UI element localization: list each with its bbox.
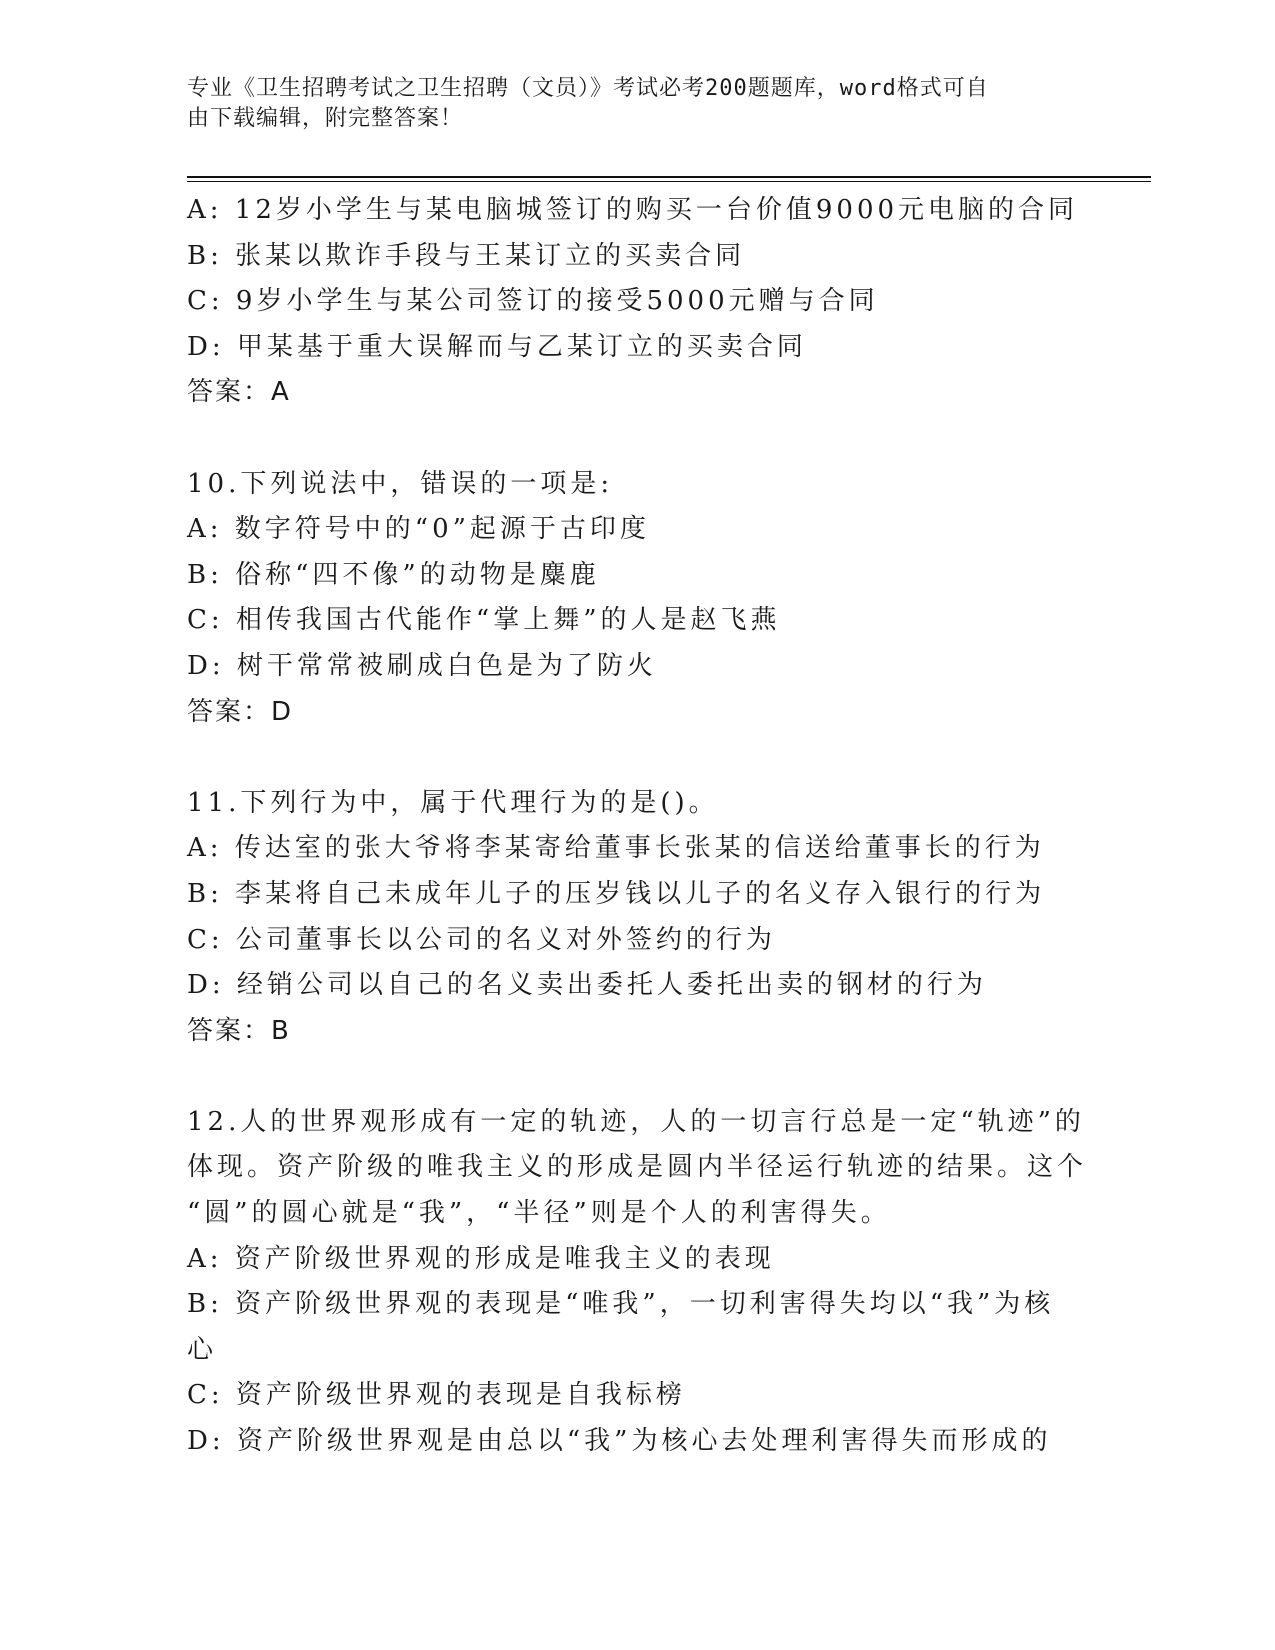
option-d: D: 甲某基于重大误解而与乙某订立的买卖合同	[187, 331, 807, 362]
header-line-1: 专业《卫生招聘考试之卫生招聘（文员）》考试必考200题题库，word格式可自	[187, 76, 989, 101]
option-b: B: 李某将自己未成年儿子的压岁钱以儿子的名义存入银行的行为	[187, 878, 1046, 909]
spacer	[187, 735, 1087, 781]
option-c: C: 9岁小学生与某公司签订的接受5000元赠与合同	[187, 286, 879, 317]
option-a: A: 12岁小学生与某电脑城签订的购买一台价值9000元电脑的合同	[187, 195, 1079, 225]
question-text: 10.下列说法中，错误的一项是:	[187, 468, 614, 499]
option-b: B: 资产阶级世界观的表现是“唯我”，一切利害得失均以“我”为核	[187, 1289, 1055, 1320]
option-d: D: 资产阶级世界观是由总以“我”为核心去处理利害得失而形成的	[187, 1426, 1052, 1457]
spacer	[187, 1054, 1087, 1100]
question-12	[187, 1100, 1087, 1465]
question-text-line-2: 体现。资产阶级的唯我主义的形成是圆内半径运行轨迹的结果。这个	[187, 1152, 1088, 1183]
option-d: D: 经销公司以自己的名义卖出委托人委托出卖的钢材的行为	[187, 970, 987, 1001]
option-c: C: 公司董事长以公司的名义对外签约的行为	[187, 924, 776, 955]
answer: 答案：D	[187, 696, 294, 727]
option-a: A: 数字符号中的“0”起源于古印度	[187, 514, 650, 545]
header-divider-thick	[187, 176, 1151, 178]
option-a: A: 资产阶级世界观的形成是唯我主义的表现	[187, 1243, 775, 1274]
option-a: A: 传达室的张大爷将李某寄给董事长张某的信送给董事长的行为	[187, 833, 1045, 864]
option-d: D: 树干常常被刷成白色是为了防火	[187, 650, 657, 681]
question-text: 11.下列行为中，属于代理行为的是()。	[187, 787, 719, 818]
spacer	[187, 416, 1087, 462]
option-b: B: 俗称“四不像”的动物是麋鹿	[187, 559, 600, 590]
answer: 答案：B	[187, 1015, 291, 1046]
question-text-line-3: “圆”的圆心就是“我”，“半径”则是个人的利害得失。	[187, 1198, 891, 1229]
option-c: C: 资产阶级世界观的表现是自我标榜	[187, 1380, 686, 1411]
question-10	[187, 462, 1087, 736]
document-header	[187, 74, 1087, 134]
question-content	[187, 188, 1087, 1465]
header-line-2: 由下载编辑，附完整答案！	[187, 106, 464, 131]
question-9	[187, 188, 1087, 416]
option-b-continued: 心	[187, 1334, 218, 1365]
option-b: B: 张某以欺诈手段与王某订立的买卖合同	[187, 240, 746, 271]
option-c: C: 相传我国古代能作“掌上舞”的人是赵飞燕	[187, 605, 781, 636]
question-11	[187, 781, 1087, 1055]
answer: 答案：A	[187, 377, 291, 408]
header-divider-thin	[187, 181, 1151, 182]
question-text-line-1: 12.人的世界观形成有一定的轨迹，人的一切言行总是一定“轨迹”的	[187, 1106, 1085, 1137]
